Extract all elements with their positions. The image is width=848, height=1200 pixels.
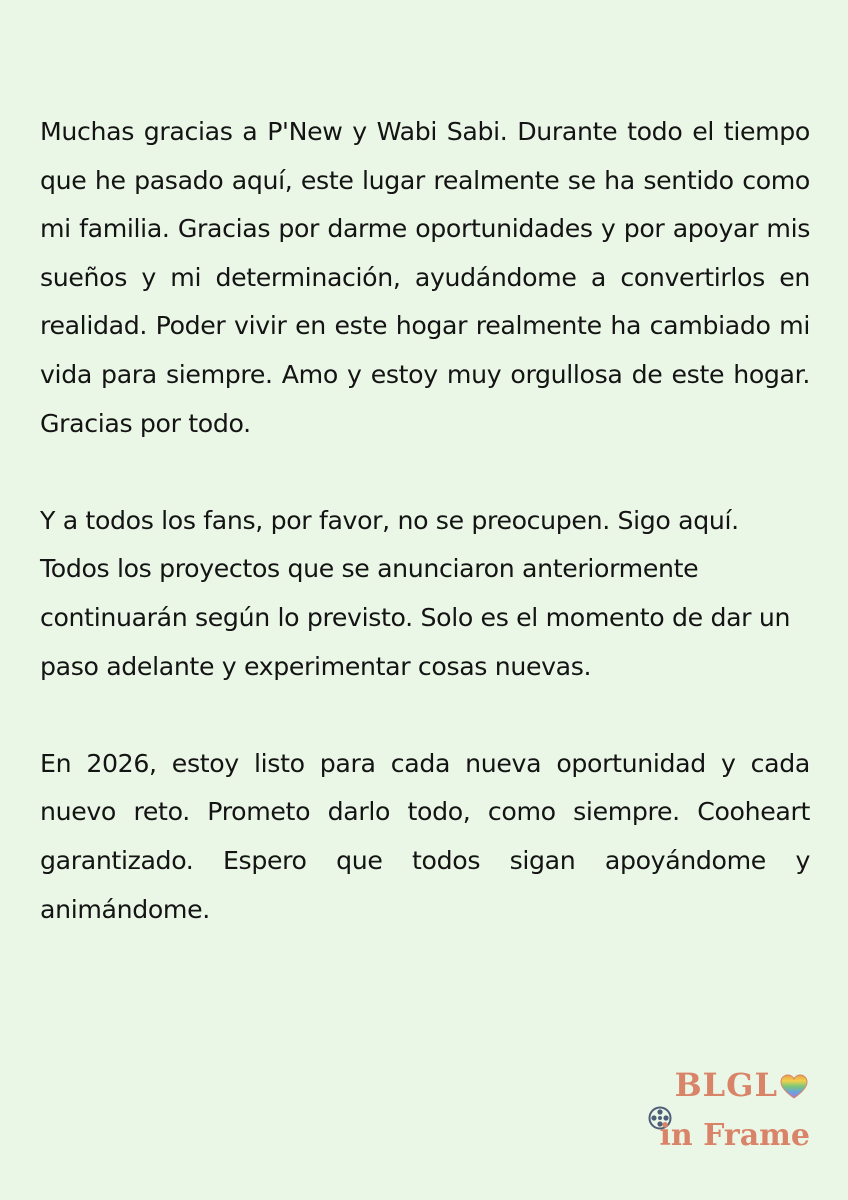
letter-paragraph-3: En 2026, estoy listo para cada nueva oportunidad y cada nuevo reto. Prometo darlo todo, como siempre. Cooheart garantizado. Espero que todos sigan apoyándome y animándome. [40, 748, 810, 924]
brand-logo [630, 1066, 810, 1166]
letter-body [40, 108, 810, 934]
logo-text-blgl: BLGL [674, 1066, 778, 1104]
logo-text-in-frame: in Frame [659, 1118, 810, 1153]
letter-paragraph-2: Y a todos los fans, por favor, no se preocupen. Sigo aquí. Todos los proyectos que se anunciaron anteriormente continuarán según lo previsto. Solo es el momento de dar un paso adelante y experimentar cosas nuevas. [40, 505, 791, 681]
letter-paragraph-1: Muchas gracias a P'New y Wabi Sabi. Durante todo el tiempo que he pasado aquí, este lugar realmente se ha sentido como mi familia. Gracias por darme oportunidades y por apoyar mis sueños y mi determinación, ayudándome a convertirlos en realidad. Poder vivir en este hogar realmente ha cambiado mi vida para siempre. Amo y estoy muy orgullosa de este hogar. Gracias por todo. [40, 117, 810, 438]
rainbow-heart-icon [780, 1074, 808, 1100]
